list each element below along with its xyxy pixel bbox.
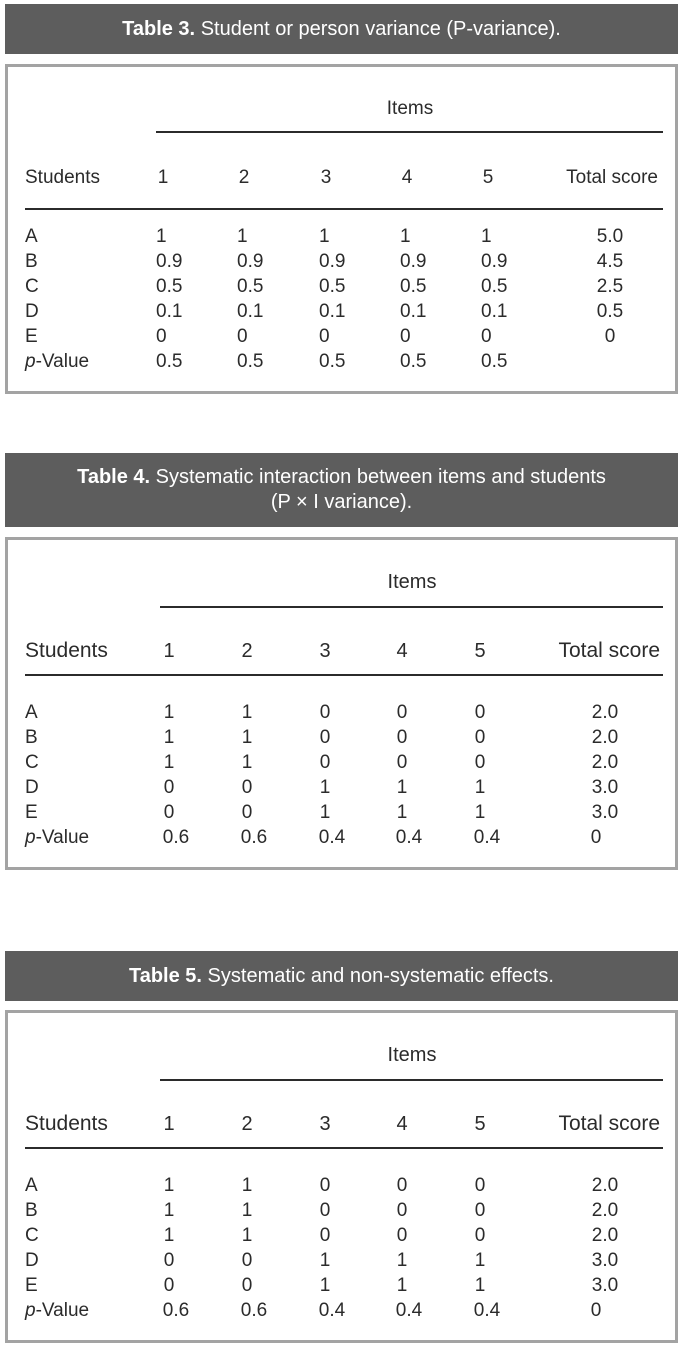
cell: 0 [241, 1250, 253, 1271]
total-score-header: Total score [566, 167, 658, 188]
student-label: D [25, 777, 39, 798]
student-label: B [25, 251, 38, 272]
p-value-total: 0 [590, 1300, 602, 1321]
p-value-cell: 0.4 [473, 1300, 501, 1321]
cell: 0.9 [156, 251, 183, 272]
p-value-cell: 0.4 [395, 827, 423, 848]
student-label: E [25, 326, 38, 347]
total-cell: 3.0 [591, 1275, 619, 1296]
total-cell: 2.0 [591, 1175, 619, 1196]
p-value-cell: 0.5 [237, 351, 264, 372]
item-number-2: 2 [241, 640, 253, 662]
cell: 0 [319, 727, 331, 748]
student-label: A [25, 226, 38, 247]
p-value-cell: 0.4 [473, 827, 501, 848]
cell: 0 [396, 702, 408, 723]
table-4-caption [5, 453, 678, 527]
table-5-label: Table 5. [128, 965, 202, 987]
cell: 0 [319, 1225, 331, 1246]
total-cell: 3.0 [591, 777, 619, 798]
table-3 [5, 64, 678, 394]
cell: 0 [163, 1250, 175, 1271]
cell: 1 [396, 777, 408, 798]
items-header: Items [386, 98, 434, 119]
student-label: C [25, 276, 39, 297]
total-cell: 0.5 [596, 301, 624, 322]
item-number-1: 1 [163, 640, 175, 662]
cell: 0 [163, 777, 175, 798]
total-cell: 4.5 [596, 251, 624, 272]
cell: 0 [396, 1175, 408, 1196]
student-label: A [25, 702, 38, 723]
total-cell: 5.0 [596, 226, 624, 247]
cell: 0 [400, 326, 411, 347]
total-cell: 2.0 [591, 1225, 619, 1246]
cell: 1 [474, 802, 486, 823]
cell: 1 [474, 777, 486, 798]
p-value-cell: 0.5 [481, 351, 508, 372]
p-value-cell: 0.5 [319, 351, 346, 372]
cell: 0 [396, 752, 408, 773]
cell: 0 [474, 1175, 486, 1196]
students-header: Students [25, 167, 100, 188]
cell: 0.5 [481, 276, 508, 297]
item-number-2: 2 [241, 1113, 253, 1135]
item-number-1: 1 [157, 167, 169, 188]
p-value-cell: 0.5 [156, 351, 183, 372]
student-label: E [25, 802, 38, 823]
students-header: Students [25, 1112, 108, 1135]
student-label: A [25, 1175, 38, 1196]
items-rule [160, 606, 663, 608]
p-value-cell: 0.4 [395, 1300, 423, 1321]
items-rule [156, 131, 663, 133]
cell: 0.9 [319, 251, 346, 272]
cell: 0 [396, 1225, 408, 1246]
student-label: E [25, 1275, 38, 1296]
item-number-4: 4 [396, 1113, 408, 1135]
cell: 1 [241, 1200, 253, 1221]
cell: 1 [163, 1200, 175, 1221]
cell: 0 [396, 727, 408, 748]
p-value-prefix: p [25, 1300, 36, 1321]
student-label: B [25, 1200, 38, 1221]
total-cell: 3.0 [591, 802, 619, 823]
table-3-caption [5, 4, 678, 54]
p-value-suffix: -Value [35, 827, 90, 848]
cell: 0 [163, 1275, 175, 1296]
cell: 1 [319, 226, 330, 247]
cell: 0.1 [400, 301, 427, 322]
p-value-cell: 0.6 [240, 1300, 268, 1321]
cell: 1 [396, 802, 408, 823]
cell: 1 [241, 752, 253, 773]
cell: 0 [319, 326, 330, 347]
table-5-title: Systematic and non-systematic effects. [207, 965, 554, 987]
table-5 [5, 1010, 678, 1343]
p-value-suffix: -Value [35, 1300, 90, 1321]
items-header: Items [387, 571, 437, 593]
student-label: D [25, 1250, 39, 1271]
table-4-label: Table 4. [77, 466, 151, 488]
cell: 1 [163, 702, 175, 723]
total-score-header: Total score [558, 639, 660, 662]
cell: 1 [163, 1225, 175, 1246]
cell: 1 [156, 226, 167, 247]
p-value-total: 0 [590, 827, 602, 848]
total-cell: 3.0 [591, 1250, 619, 1271]
cell: 0 [163, 802, 175, 823]
cell: 0.1 [156, 301, 183, 322]
p-value-label [25, 827, 89, 849]
total-cell: 2.0 [591, 752, 619, 773]
cell: 0 [474, 752, 486, 773]
p-value-cell: 0.6 [162, 1300, 190, 1321]
student-label: C [25, 752, 39, 773]
total-cell: 2.0 [591, 1200, 619, 1221]
cell: 0.5 [319, 276, 346, 297]
table-4 [5, 537, 678, 870]
header-rule [25, 208, 663, 210]
cell: 1 [241, 1225, 253, 1246]
cell: 1 [241, 1175, 253, 1196]
cell: 0 [156, 326, 167, 347]
item-number-4: 4 [396, 640, 408, 662]
cell: 0 [474, 1200, 486, 1221]
cell: 1 [474, 1275, 486, 1296]
cell: 0 [396, 1200, 408, 1221]
total-cell: 2.5 [596, 276, 624, 297]
cell: 0 [481, 326, 492, 347]
item-number-4: 4 [401, 167, 413, 188]
cell: 0 [474, 1225, 486, 1246]
item-number-3: 3 [320, 167, 332, 188]
cell: 1 [400, 226, 411, 247]
item-number-5: 5 [474, 1113, 486, 1135]
cell: 0 [319, 1175, 331, 1196]
cell: 1 [481, 226, 492, 247]
item-number-5: 5 [482, 167, 494, 188]
header-rule [25, 1147, 663, 1149]
items-header: Items [387, 1044, 437, 1066]
cell: 1 [163, 752, 175, 773]
cell: 1 [474, 1250, 486, 1271]
cell: 0.5 [156, 276, 183, 297]
cell: 0 [237, 326, 248, 347]
p-value-cell: 0.6 [240, 827, 268, 848]
cell: 0.1 [237, 301, 264, 322]
cell: 0 [319, 702, 331, 723]
header-rule [25, 674, 663, 676]
cell: 0.1 [319, 301, 346, 322]
items-rule [160, 1079, 663, 1081]
item-number-3: 3 [319, 1113, 331, 1135]
cell: 1 [163, 727, 175, 748]
total-cell: 2.0 [591, 702, 619, 723]
cell: 1 [319, 1275, 331, 1296]
cell: 0 [241, 802, 253, 823]
table-5-caption [5, 951, 678, 1001]
cell: 1 [241, 727, 253, 748]
cell: 1 [163, 1175, 175, 1196]
cell: 0.9 [237, 251, 264, 272]
cell: 1 [396, 1250, 408, 1271]
cell: 0 [474, 727, 486, 748]
p-value-prefix: p [25, 827, 36, 848]
cell: 0.5 [400, 276, 427, 297]
cell: 0 [241, 777, 253, 798]
p-value-prefix: p [25, 351, 36, 372]
cell: 0 [241, 1275, 253, 1296]
cell: 1 [319, 1250, 331, 1271]
table-4-title-line-2: (P × I variance). [270, 491, 413, 513]
item-number-1: 1 [163, 1113, 175, 1135]
cell: 1 [319, 777, 331, 798]
p-value-label [25, 1300, 89, 1322]
item-number-3: 3 [319, 640, 331, 662]
cell: 1 [319, 802, 331, 823]
cell: 0 [319, 1200, 331, 1221]
p-value-cell: 0.6 [162, 827, 190, 848]
cell: 1 [396, 1275, 408, 1296]
total-cell: 0 [604, 326, 616, 347]
cell: 0.1 [481, 301, 508, 322]
cell: 1 [237, 226, 248, 247]
item-number-5: 5 [474, 640, 486, 662]
student-label: B [25, 727, 38, 748]
cell: 0.9 [481, 251, 508, 272]
cell: 0.5 [237, 276, 264, 297]
cell: 0 [474, 702, 486, 723]
table-4-caption-line-1 [15, 465, 668, 490]
students-header: Students [25, 639, 108, 662]
table-4-title-line-1: Systematic interaction between items and students [155, 466, 606, 488]
item-number-2: 2 [238, 167, 250, 188]
p-value-suffix: -Value [35, 351, 90, 372]
cell: 0 [319, 752, 331, 773]
table-3-title: Student or person variance (P-variance). [200, 18, 561, 40]
table-3-label: Table 3. [122, 18, 196, 40]
cell: 0.9 [400, 251, 427, 272]
p-value-cell: 0.4 [318, 1300, 346, 1321]
total-score-header: Total score [558, 1112, 660, 1135]
total-cell: 2.0 [591, 727, 619, 748]
p-value-label [25, 351, 89, 373]
cell: 1 [241, 702, 253, 723]
student-label: C [25, 1225, 39, 1246]
p-value-cell: 0.4 [318, 827, 346, 848]
p-value-cell: 0.5 [400, 351, 427, 372]
student-label: D [25, 301, 39, 322]
